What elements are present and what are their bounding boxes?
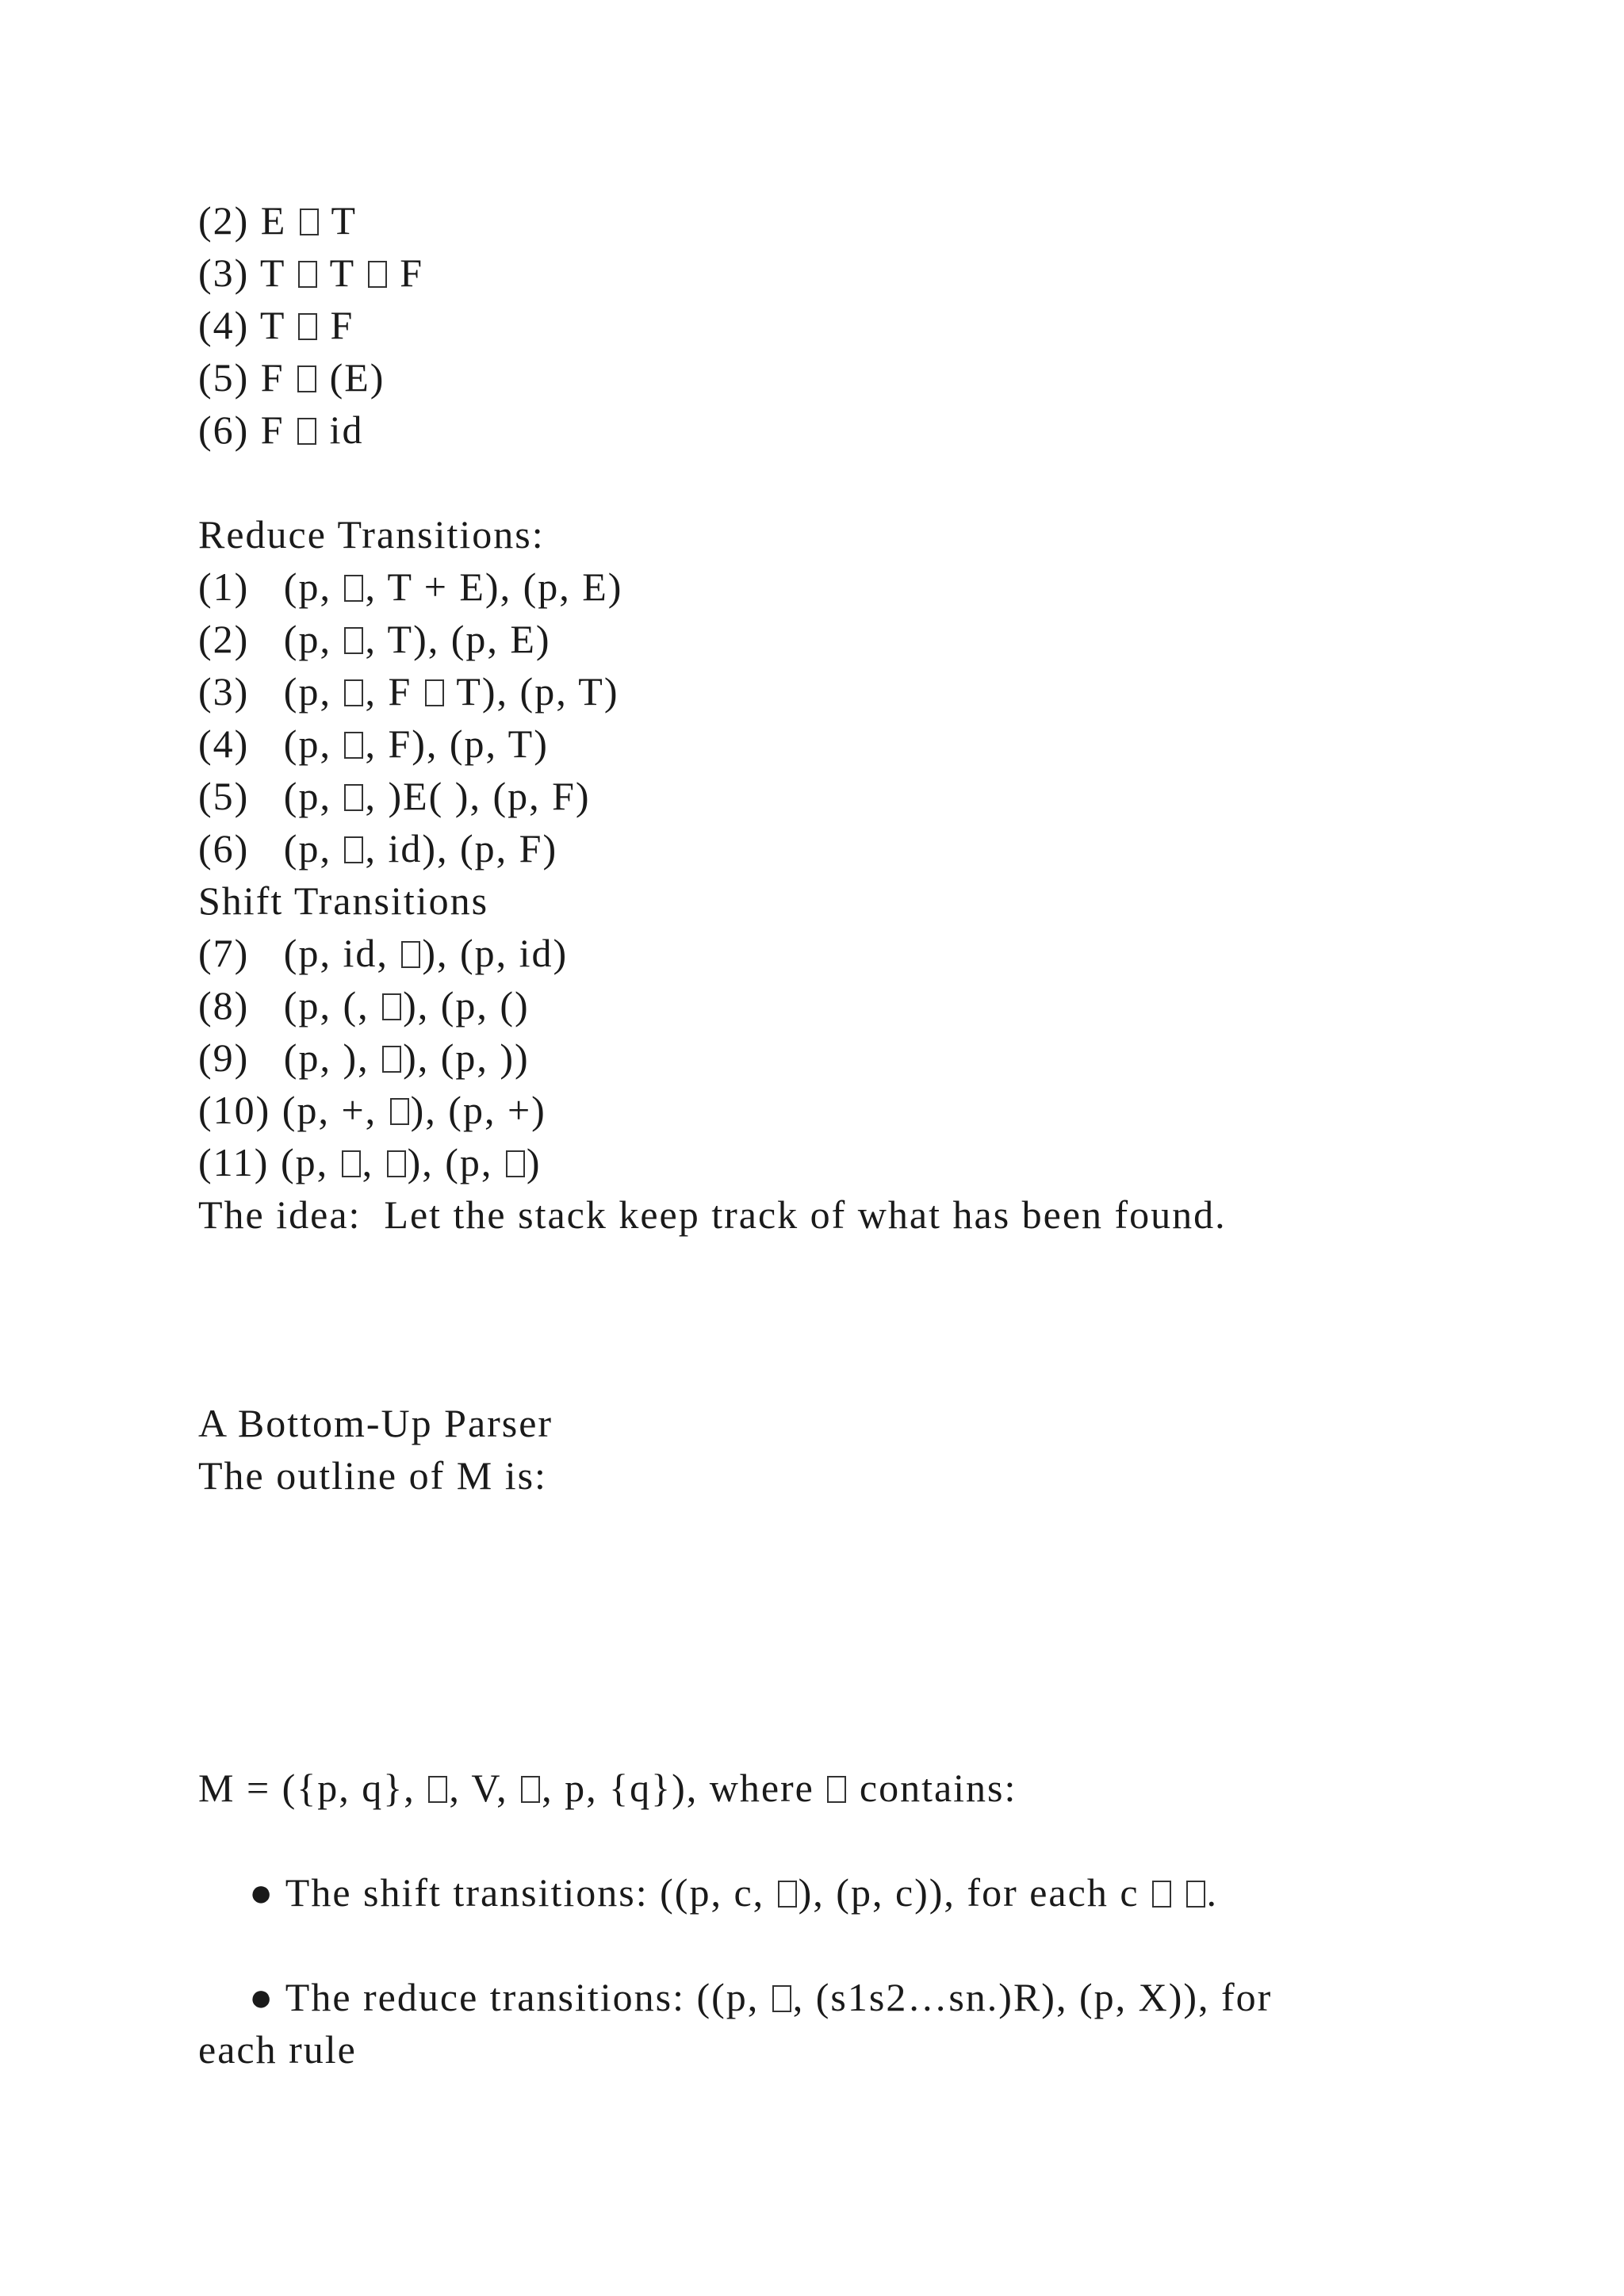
missing-glyph-box (344, 575, 363, 602)
shift-transition: (9) (p, ), ), (p, )) (198, 1035, 530, 1080)
missing-glyph-box (428, 1776, 447, 1803)
missing-glyph-box (298, 261, 317, 288)
missing-glyph-box (401, 941, 420, 968)
missing-glyph-box (506, 1150, 525, 1177)
grammar-rule: (4) T F (198, 303, 354, 347)
shift-heading: Shift Transitions (198, 878, 489, 923)
shift-transition: (7) (p, id, ), (p, id) (198, 931, 569, 975)
missing-glyph-box (344, 784, 363, 811)
missing-glyph-box (344, 836, 363, 863)
reduce-heading: Reduce Transitions: (198, 512, 545, 557)
shift-transition: (8) (p, (, ), (p, () (198, 983, 530, 1027)
reduce-transition: (5) (p, , )E( ), (p, F) (198, 774, 591, 818)
missing-glyph-box (300, 209, 319, 235)
grammar-rule: (6) F id (198, 408, 364, 452)
idea-text: The idea: Let the stack keep track of what has been found. (198, 1192, 1227, 1237)
grammar-rule: (2) E T (198, 198, 357, 243)
missing-glyph-box (390, 1098, 409, 1125)
bullet-reduce-transitions: ● The reduce transitions: ((p, , (s1s2…sn.)R), (p, X)), for (249, 1975, 1273, 2019)
missing-glyph-box (772, 1985, 791, 2012)
shift-transition: (11) (p, , ), (p, ) (198, 1140, 542, 1184)
missing-glyph-box (521, 1776, 540, 1803)
reduce-transition: (2) (p, , T), (p, E) (198, 617, 551, 661)
missing-glyph-box (827, 1776, 846, 1803)
missing-glyph-box (297, 418, 316, 445)
reduce-transition: (1) (p, , T + E), (p, E) (198, 564, 623, 609)
missing-glyph-box (297, 365, 316, 392)
missing-glyph-box (382, 993, 401, 1020)
missing-glyph-box (344, 679, 363, 706)
outline-text: The outline of M is: (198, 1453, 547, 1498)
reduce-transition: (6) (p, , id), (p, F) (198, 826, 558, 871)
missing-glyph-box (344, 627, 363, 654)
missing-glyph-box (1186, 1881, 1205, 1908)
missing-glyph-box (425, 679, 444, 706)
grammar-rule: (3) T T F (198, 251, 424, 295)
missing-glyph-box (778, 1881, 797, 1908)
shift-transition: (10) (p, +, ), (p, +) (198, 1088, 546, 1132)
missing-glyph-box (298, 313, 317, 340)
reduce-transition: (3) (p, , F T), (p, T) (198, 669, 619, 714)
parser-title: A Bottom-Up Parser (198, 1401, 553, 1445)
missing-glyph-box (382, 1046, 401, 1073)
machine-definition: M = ({p, q}, , V, , p, {q}), where contains: (198, 1766, 1017, 1810)
bullet-shift-transitions: ● The shift transitions: ((p, c, ), (p, c)), for each c . (249, 1870, 1219, 1915)
missing-glyph-box (342, 1150, 361, 1177)
reduce-transition: (4) (p, , F), (p, T) (198, 721, 549, 766)
missing-glyph-box (344, 732, 363, 759)
missing-glyph-box (1152, 1881, 1171, 1908)
missing-glyph-box (368, 261, 387, 288)
bullet-continuation: each rule (198, 2027, 357, 2072)
missing-glyph-box (387, 1150, 406, 1177)
grammar-rule: (5) F (E) (198, 355, 385, 400)
